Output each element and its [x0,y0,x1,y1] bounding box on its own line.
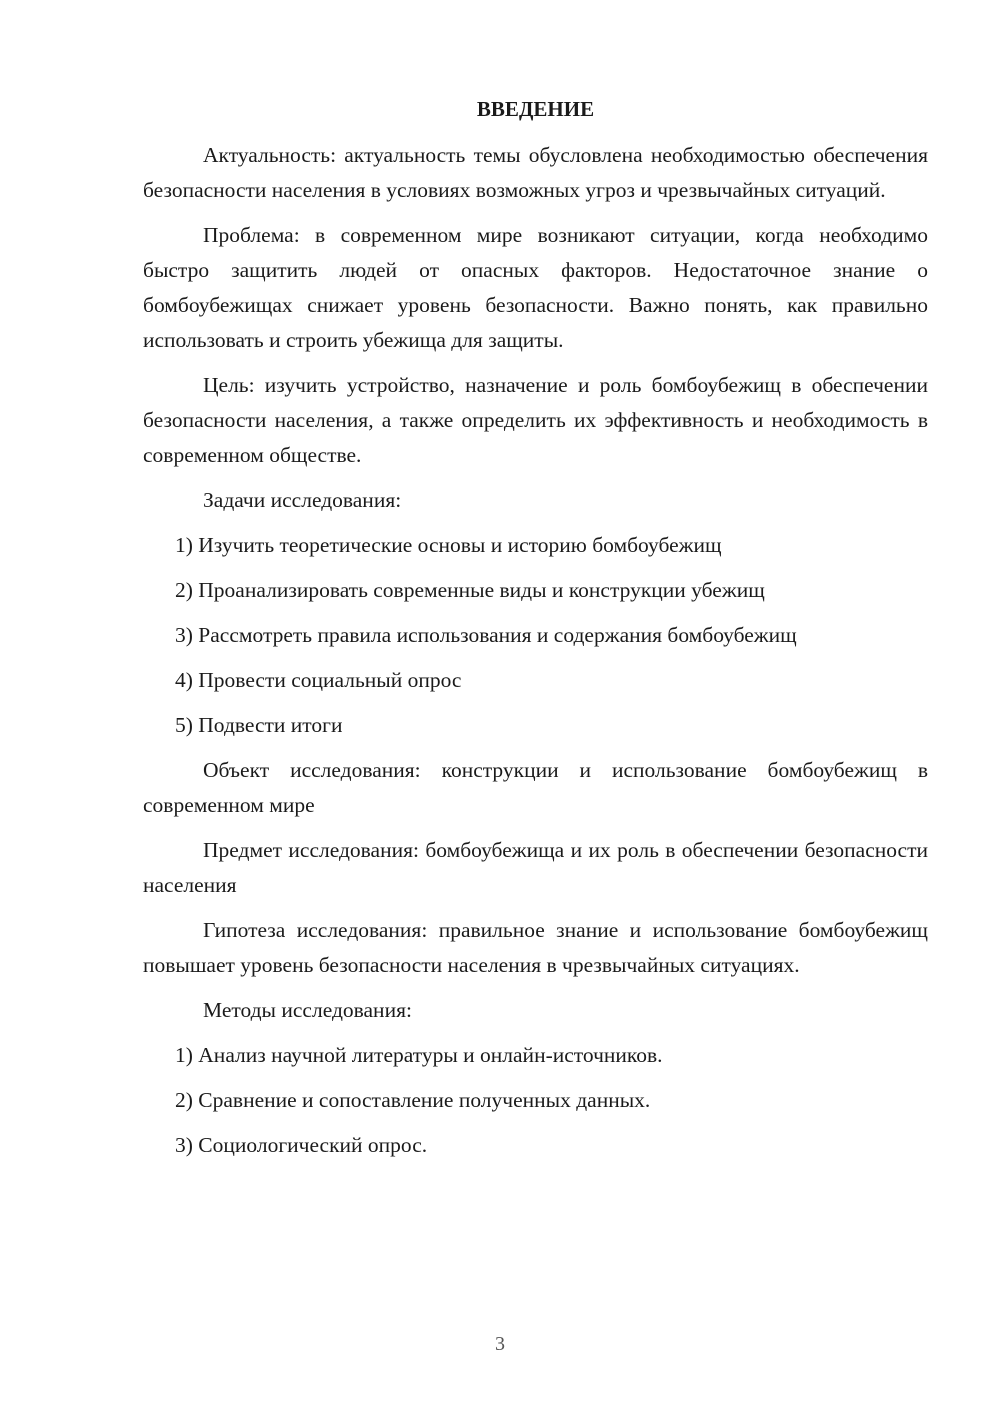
section-title: ВВЕДЕНИЕ [476,97,595,121]
list-item: 2) Проанализировать современные виды и конструкции убежищ [175,578,765,602]
methods-list [143,1038,928,1163]
list-item: 2) Сравнение и сопоставление полученных данных. [175,1088,651,1112]
list-item: 5) Подвести итоги [175,713,343,737]
hypothesis-paragraph: Гипотеза исследования: правильное знание и использование бомбоубежищ повышает уровень безопасности населения в чрезвычайных ситуациях. [143,918,928,977]
list-item: 1) Анализ научной литературы и онлайн-источников. [175,1043,663,1067]
tasks-list [143,528,928,743]
document-page [143,92,928,1173]
goal-paragraph: Цель: изучить устройство, назначение и роль бомбоубежищ в обеспечении безопасности населения, а также определить их эффективность и необходимость в современном обществе. [143,373,928,467]
page-number: 3 [495,1333,505,1355]
methods-heading: Методы исследования: [203,998,412,1022]
list-item: 3) Социологический опрос. [175,1133,428,1157]
list-item: 1) Изучить теоретические основы и историю бомбоубежищ [175,533,722,557]
problem-paragraph: Проблема: в современном мире возникают ситуации, когда необходимо быстро защитить людей от опасных факторов. Недостаточное знание о бомбоубежищах снижает уровень безопасности. Важно понять, как правильно использовать и строить убежища для защиты. [143,223,928,352]
relevance-paragraph: Актуальность: актуальность темы обусловлена необходимостью обеспечения безопасности населения в условиях возможных угроз и чрезвычайных ситуаций. [143,143,928,202]
tasks-heading: Задачи исследования: [203,488,402,512]
subject-paragraph: Предмет исследования: бомбоубежища и их роль в обеспечении безопасности населения [143,838,928,897]
list-item: 3) Рассмотреть правила использования и содержания бомбоубежищ [175,623,797,647]
object-paragraph: Объект исследования: конструкции и использование бомбоубежищ в современном мире [143,758,928,817]
list-item: 4) Провести социальный опрос [175,668,462,692]
